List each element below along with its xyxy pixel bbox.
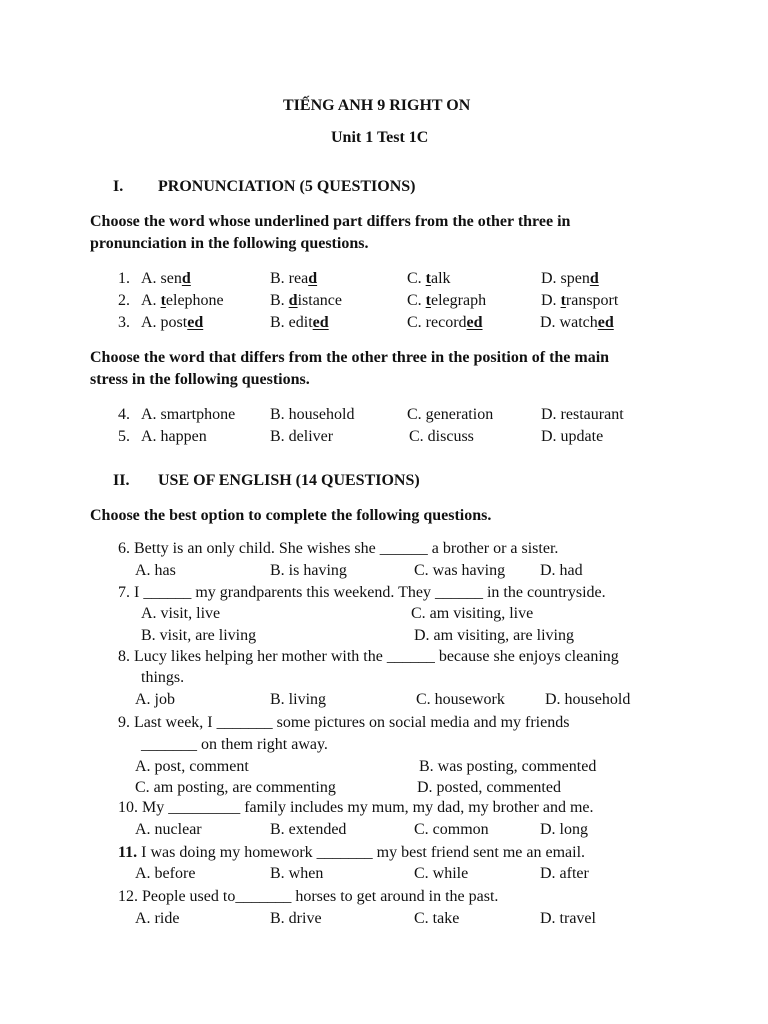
option-c: C. telegraph — [407, 292, 487, 309]
section-2-number: II. — [113, 472, 130, 489]
option-d: D. long — [540, 821, 588, 838]
option-b: B. was posting, commented — [419, 758, 597, 775]
option-a: A. telephone — [141, 292, 224, 309]
option-d: D. am visiting, are living — [414, 627, 574, 644]
option-d: D. transport — [541, 292, 619, 309]
option-b: B. extended — [270, 821, 347, 838]
question-number: 4. — [118, 406, 130, 423]
option-a: A. happen — [141, 428, 207, 445]
option-c: C. recorded — [407, 314, 483, 331]
underlined-part: ed — [466, 314, 483, 331]
instruction-1-line-2: pronunciation in the following questions. — [90, 235, 369, 252]
underlined-part: d — [308, 270, 318, 287]
option-c: C. was having — [414, 562, 506, 579]
underlined-part: t — [160, 292, 166, 309]
option-b: B. read — [270, 270, 318, 287]
option-c: C. take — [414, 910, 460, 927]
underlined-part: ed — [597, 314, 614, 331]
underlined-part: t — [560, 292, 566, 309]
question-number: 1. — [118, 270, 130, 287]
option-d: D. after — [540, 865, 589, 882]
option-d: D. update — [541, 428, 604, 445]
question-stem-continued: _______ on them right away. — [141, 736, 328, 753]
question-stem: 12. People used to_______ horses to get around in the past. — [118, 888, 499, 905]
instruction-3: Choose the best option to complete the following questions. — [90, 507, 492, 524]
section-1-number: I. — [113, 178, 124, 195]
option-a: A. before — [135, 865, 196, 882]
underlined-part: d — [181, 270, 191, 287]
question-stem: 7. I ______ my grandparents this weekend. They ______ in the countryside. — [118, 584, 606, 601]
question-number: 5. — [118, 428, 130, 445]
option-d: D. household — [545, 691, 631, 708]
option-b: B. visit, are living — [141, 627, 257, 644]
option-d: D. travel — [540, 910, 596, 927]
option-c: C. housework — [416, 691, 505, 708]
instruction-2-line-2: stress in the following questions. — [90, 371, 310, 388]
option-b: B. deliver — [270, 428, 334, 445]
section-1-title: PRONUNCIATION (5 QUESTIONS) — [158, 178, 416, 195]
option-a: A. visit, live — [141, 605, 221, 622]
option-d: D. spend — [541, 270, 599, 287]
option-c: C. while — [414, 865, 469, 882]
option-a: A. nuclear — [135, 821, 202, 838]
option-a: A. smartphone — [141, 406, 236, 423]
underlined-part: t — [425, 292, 431, 309]
underlined-part: d — [288, 292, 298, 309]
instruction-2-line-1: Choose the word that differs from the other three in the position of the main — [90, 349, 610, 366]
option-a: A. send — [141, 270, 191, 287]
question-stem-continued: things. — [141, 669, 185, 686]
option-a: A. posted — [141, 314, 204, 331]
question-stem: 6. Betty is an only child. She wishes she ______ a brother or a sister. — [118, 540, 559, 557]
option-b: B. distance — [270, 292, 342, 309]
option-c: C. generation — [407, 406, 494, 423]
option-c: C. am visiting, live — [411, 605, 534, 622]
instruction-1-line-1: Choose the word whose underlined part differs from the other three in — [90, 213, 571, 230]
option-c: C. talk — [407, 270, 451, 287]
document-title: TIẾNG ANH 9 RIGHT ON — [283, 97, 471, 114]
question-stem: 11. I was doing my homework _______ my best friend sent me an email. — [118, 844, 586, 861]
option-b: B. edited — [270, 314, 329, 331]
question-stem: 9. Last week, I _______ some pictures on social media and my friends — [118, 714, 570, 731]
question-number: 11. — [118, 844, 138, 861]
document-subtitle: Unit 1 Test 1C — [331, 129, 429, 146]
option-a: A. post, comment — [135, 758, 249, 775]
option-c: C. am posting, are commenting — [135, 779, 336, 796]
option-d: D. restaurant — [541, 406, 624, 423]
option-b: B. living — [270, 691, 327, 708]
option-d: D. watched — [540, 314, 614, 331]
question-number: 3. — [118, 314, 130, 331]
underlined-part: ed — [312, 314, 329, 331]
question-stem: 8. Lucy likes helping her mother with the ______ because she enjoys cleaning — [118, 648, 619, 665]
option-c: C. common — [414, 821, 489, 838]
option-d: D. posted, commented — [417, 779, 561, 796]
option-a: A. ride — [135, 910, 180, 927]
section-2-title: USE OF ENGLISH (14 QUESTIONS) — [158, 472, 420, 489]
underlined-part: t — [425, 270, 431, 287]
option-b: B. when — [270, 865, 324, 882]
underlined-part: ed — [187, 314, 204, 331]
option-b: B. household — [270, 406, 355, 423]
option-a: A. job — [135, 691, 175, 708]
underlined-part: d — [589, 270, 599, 287]
question-stem: 10. My _________ family includes my mum, my dad, my brother and me. — [118, 799, 594, 816]
question-number: 2. — [118, 292, 130, 309]
option-b: B. drive — [270, 910, 322, 927]
option-c: C. discuss — [409, 428, 474, 445]
option-d: D. had — [540, 562, 583, 579]
option-b: B. is having — [270, 562, 347, 579]
option-a: A. has — [135, 562, 176, 579]
